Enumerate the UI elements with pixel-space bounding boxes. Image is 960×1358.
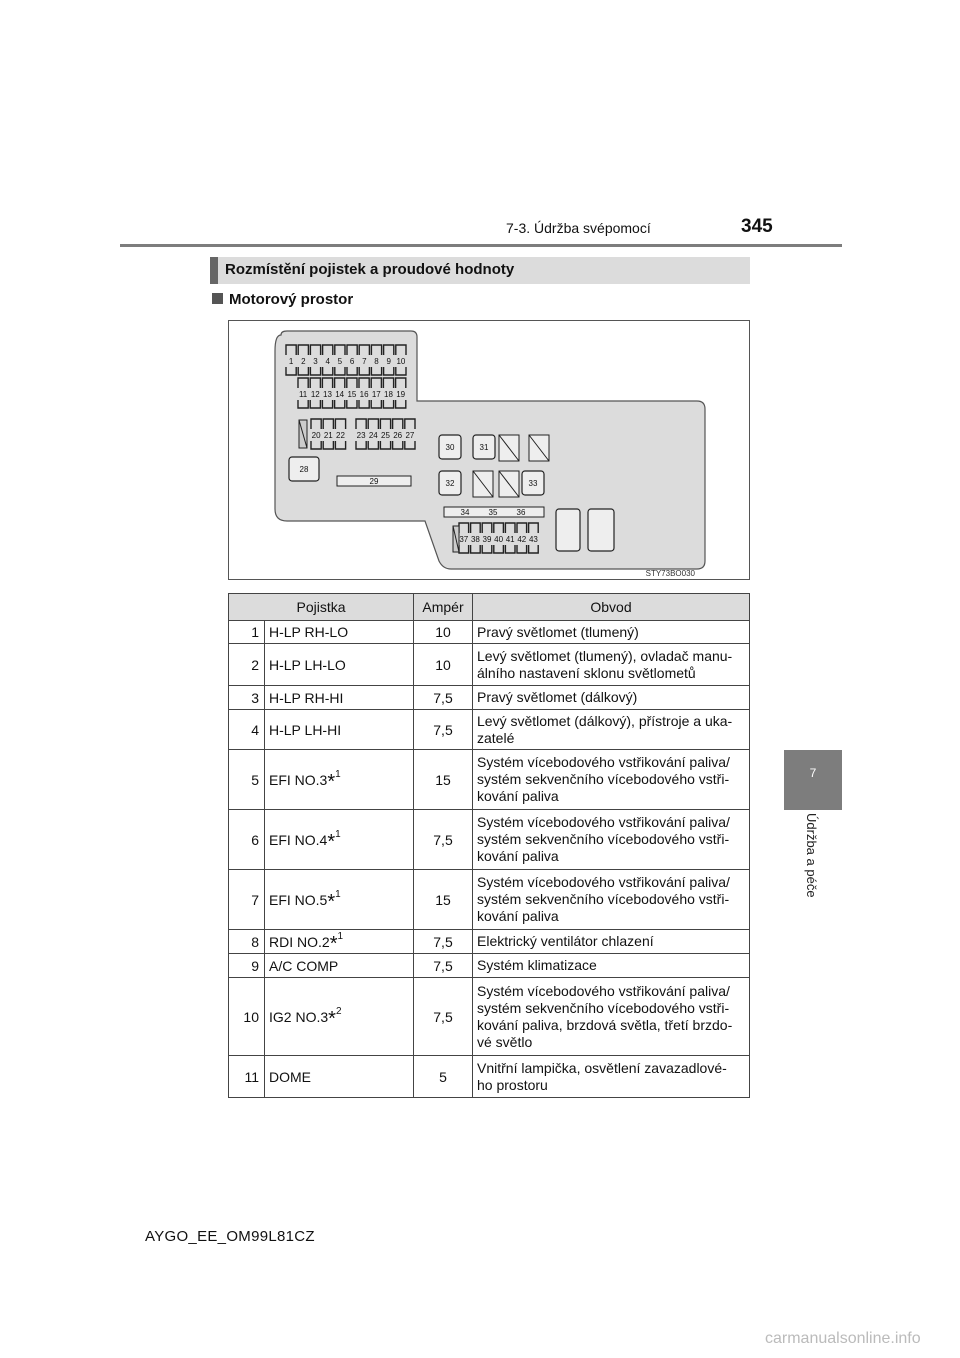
fuse-label: 24 <box>368 431 378 440</box>
document-code: AYGO_EE_OM99L81CZ <box>145 1228 315 1245</box>
table-row <box>229 710 750 750</box>
fuse-name-text: DOME <box>269 1068 311 1085</box>
fuse-name <box>265 621 414 644</box>
fuse-label: 9 <box>386 357 391 366</box>
fuse-label: 27 <box>405 431 415 440</box>
fuse-name <box>265 644 414 686</box>
fuse-name-text: H-LP LH-LO <box>269 656 346 673</box>
fuse-circuit: Pravý světlomet (dálkový) <box>473 686 750 710</box>
fuse-number: 11 <box>229 1056 265 1098</box>
fuse-label: 22 <box>336 431 345 440</box>
footnote-number: 1 <box>335 828 341 840</box>
fuse-name <box>265 810 414 870</box>
section-title: Rozmístění pojistek a proudové hodnoty <box>225 261 515 278</box>
fuse-circuit: Systém klimatizace <box>473 954 750 978</box>
fuse-circuit: Systém vícebodového vstřikování paliva/ systém sekvenčního vícebodového vstři- kování paliva <box>473 810 750 870</box>
fuse-label: 41 <box>505 535 515 544</box>
table-row <box>229 750 750 810</box>
fuse-amperage: 5 <box>414 1056 473 1098</box>
fuse-label: 11 <box>298 390 308 399</box>
fuse-table <box>228 593 750 1098</box>
fuse-circuit: Systém vícebodového vstřikování paliva/ systém sekvenčního vícebodového vstři- kování paliva <box>473 750 750 810</box>
fuse-number: 5 <box>229 750 265 810</box>
fuse-label: 12 <box>310 390 320 399</box>
fuse-name-text: EFI NO.3 <box>269 771 328 788</box>
fuse-label: 25 <box>381 431 390 440</box>
fuse-name <box>265 710 414 750</box>
fuse-label: 1 <box>288 357 294 366</box>
fuse-label: 10 <box>396 357 406 366</box>
fuse-number: 8 <box>229 930 265 954</box>
fuse-label: 38 <box>470 535 480 544</box>
fuse-name-text: EFI NO.4 <box>269 831 328 848</box>
fuse-label: 2 <box>301 357 306 366</box>
fuse-amperage: 10 <box>414 644 473 686</box>
table-row <box>229 621 750 644</box>
fuse-number: 4 <box>229 710 265 750</box>
fuse-label: 7 <box>362 357 367 366</box>
fuse-name-text: EFI NO.5 <box>269 891 328 908</box>
strip-fuse-label: 36 <box>516 508 526 517</box>
fuse-label: 6 <box>349 357 355 366</box>
fuse-name <box>265 1056 414 1098</box>
main-relay <box>588 509 614 551</box>
fuse-amperage: 15 <box>414 750 473 810</box>
fuse-name-text: H-LP RH-LO <box>269 624 349 640</box>
col-header-fuse: Pojistka <box>229 594 414 621</box>
fuse-number: 9 <box>229 954 265 978</box>
fuse-amperage: 7,5 <box>414 710 473 750</box>
fuse-amperage: 10 <box>414 621 473 644</box>
fuse-label: 42 <box>517 535 527 544</box>
page-number: 345 <box>741 216 773 237</box>
fuse-label: 17 <box>371 390 381 399</box>
fuse-label: 39 <box>482 535 492 544</box>
col-header-amp: Ampér <box>414 594 473 621</box>
section-marker <box>210 257 218 284</box>
fuse-name <box>265 930 414 954</box>
footnote-asterisk: * <box>328 1007 336 1030</box>
fuse-amperage: 7,5 <box>414 810 473 870</box>
fuse-amperage: 7,5 <box>414 954 473 978</box>
fuse-name <box>265 750 414 810</box>
table-row <box>229 810 750 870</box>
footnote-number: 1 <box>335 768 341 780</box>
fuse-name <box>265 978 414 1056</box>
strip-fuse-label: 34 <box>460 508 470 517</box>
header-rule <box>120 244 842 247</box>
fuse-name-text: H-LP LH-HI <box>269 721 342 738</box>
footnote-number: 2 <box>335 1005 342 1017</box>
strip-fuse-label: 35 <box>488 508 498 517</box>
fuse-number: 3 <box>229 686 265 710</box>
fuse-label: 43 <box>528 535 538 544</box>
fuse-label: 16 <box>359 390 369 399</box>
chapter-number: 7 <box>809 766 817 780</box>
fuse-circuit: Systém vícebodového vstřikování paliva/ systém sekvenčního vícebodového vstři- kování paliva, brzdová světla, třetí brzdo- vé světlo <box>473 978 750 1056</box>
main-relay <box>556 509 580 551</box>
footnote-number: 1 <box>337 930 344 942</box>
fuse-label: 8 <box>374 357 379 366</box>
table-header-row <box>229 594 750 621</box>
fuse-circuit: Systém vícebodového vstřikování paliva/ systém sekvenčního vícebodového vstři- kování paliva <box>473 870 750 930</box>
table-row <box>229 954 750 978</box>
fuse-label: 15 <box>347 390 357 399</box>
diagram-code: STY73BO030 <box>645 569 695 578</box>
subsection-title: Motorový prostor <box>229 291 354 308</box>
fuse-number: 6 <box>229 810 265 870</box>
fuse-name <box>265 870 414 930</box>
fuse-circuit: Levý světlomet (dálkový), přístroje a uka- zatelé <box>473 710 750 750</box>
fuse-name-text: IG2 NO.3 <box>269 1008 329 1025</box>
footnote-asterisk: * <box>327 830 336 853</box>
fuse-number: 7 <box>229 870 265 930</box>
fuse-name-text: H-LP RH-HI <box>269 689 344 706</box>
fuse-label: 5 <box>337 357 343 366</box>
fuse-name-text: RDI NO.2 <box>269 933 330 950</box>
fuse-number: 10 <box>229 978 265 1056</box>
fuse-amperage: 15 <box>414 870 473 930</box>
table-row <box>229 686 750 710</box>
fuse-circuit: Pravý světlomet (tlumený) <box>473 621 750 644</box>
fuse-label: 21 <box>323 431 333 440</box>
fuse-circuit: Vnitřní lampička, osvětlení zavazadlové- ho prostoru <box>473 1056 750 1098</box>
fuse-label: 37 <box>459 535 469 544</box>
table-row <box>229 930 750 954</box>
fuse-label: 3 <box>313 357 318 366</box>
fuse-label: 19 <box>396 390 406 399</box>
fuse-amperage: 7,5 <box>414 686 473 710</box>
watermark: carmanualsonline.info <box>765 1330 921 1347</box>
fuse-label: 40 <box>494 535 504 544</box>
fuse-name <box>265 954 414 978</box>
footnote-asterisk: * <box>327 770 336 793</box>
fuse-label: 26 <box>393 431 403 440</box>
fuse-amperage: 7,5 <box>414 930 473 954</box>
table-row <box>229 1056 750 1098</box>
fuse-box-drawing <box>229 321 749 579</box>
fuse-label: 13 <box>323 390 332 399</box>
fuse-label: 23 <box>356 431 366 440</box>
fuse-circuit: Elektrický ventilátor chlazení <box>473 930 750 954</box>
fuse-label: 14 <box>335 390 345 399</box>
footnote-asterisk: * <box>327 890 336 913</box>
large-fuse-label: 33 <box>528 479 538 488</box>
footnote-asterisk: * <box>329 932 338 955</box>
large-fuse-label: 31 <box>479 443 489 452</box>
large-fuse-label: 30 <box>445 443 455 452</box>
section-heading-bar <box>210 257 750 284</box>
square-bullet-icon <box>212 293 223 304</box>
fuse-label: 18 <box>384 390 393 399</box>
fuse-amperage: 7,5 <box>414 978 473 1056</box>
fuse-name <box>265 686 414 710</box>
header-section-title: 7-3. Údržba svépomocí <box>506 220 651 236</box>
chapter-tab <box>784 750 842 810</box>
fuse-label: 20 <box>311 431 321 440</box>
fuse-name-text: A/C COMP <box>269 957 339 974</box>
fuse-number: 2 <box>229 644 265 686</box>
table-row <box>229 870 750 930</box>
fuse-box-diagram <box>228 320 750 580</box>
col-header-circuit: Obvod <box>473 594 750 621</box>
long-fuse-label: 29 <box>369 477 379 486</box>
fuse-number: 1 <box>229 621 265 644</box>
subsection-heading <box>212 291 353 308</box>
table-row <box>229 644 750 686</box>
fuse-circuit: Levý světlomet (tlumený), ovladač manu- álního nastavení sklonu světlometů <box>473 644 750 686</box>
table-row <box>229 978 750 1056</box>
fuse-label: 4 <box>325 357 330 366</box>
footnote-number: 1 <box>335 888 341 900</box>
chapter-label: Údržba a péče <box>804 813 819 898</box>
large-fuse-label: 32 <box>445 479 455 488</box>
large-fuse-label: 28 <box>299 465 309 474</box>
